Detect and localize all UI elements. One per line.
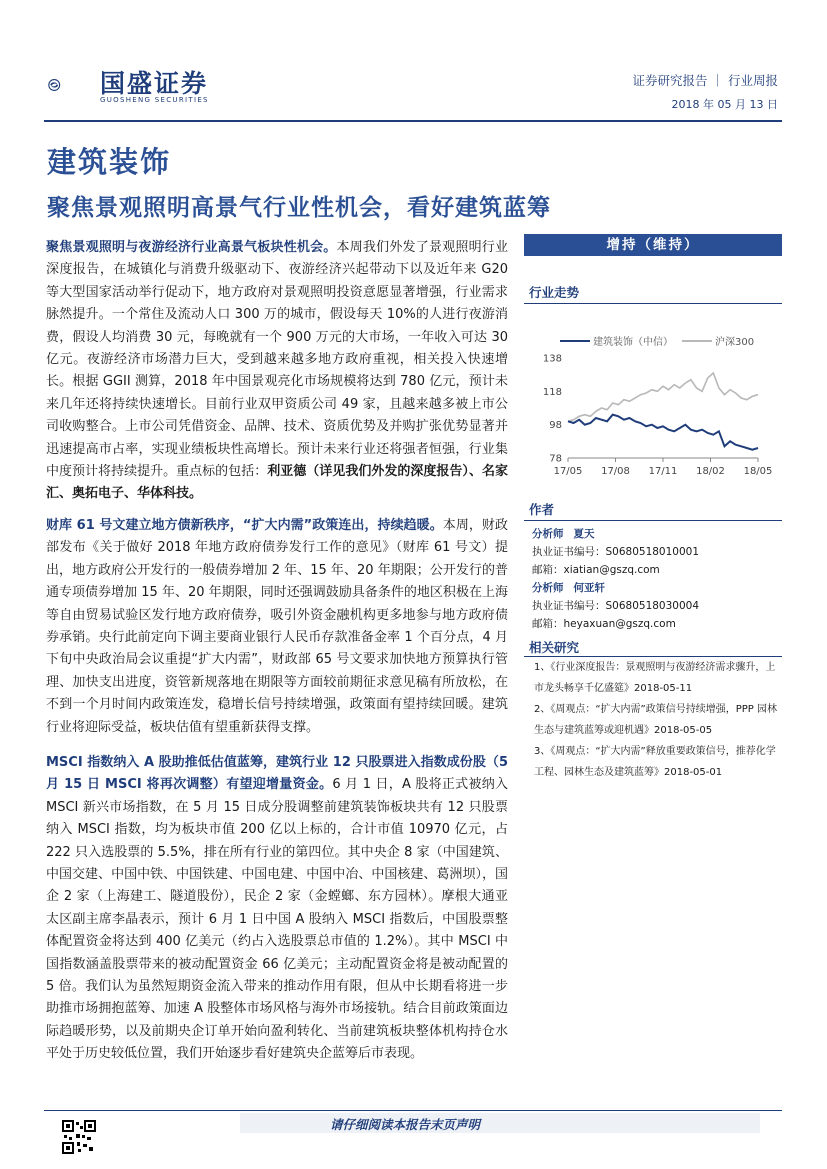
- disclaimer-text: 请仔细阅读本报告末页声明: [330, 1117, 481, 1132]
- industry-title: 建筑装饰: [47, 145, 172, 179]
- author-role: 分析师: [532, 528, 564, 540]
- series-line-sector: [568, 415, 758, 450]
- trend-divider: [524, 303, 782, 304]
- logo-text: 国盛证券: [100, 69, 209, 98]
- guosheng-logo-icon: [48, 62, 94, 108]
- y-tick-label: 98: [549, 420, 562, 432]
- related-item[interactable]: 2、《周观点：“扩大内需”政策信号持续增强，PPP 园林生态与建筑蓝筹或迎机遇》2018-05-05: [534, 704, 777, 736]
- paragraph-tail: 利亚德（详见我们外发的深度报告）、名家汇、奥拓电子、华体科技。: [46, 464, 508, 502]
- legend-sector-label: 建筑装饰（中信）: [593, 337, 673, 348]
- related-item[interactable]: 1、《行业深度报告：景观照明与夜游经济需求骤升，上市龙头畅享千亿盛筵》2018-05-11: [534, 662, 776, 694]
- x-tick-label: 17/11: [648, 466, 678, 477]
- paragraph-body: 本周我们外发了景观照明行业深度报告，在城镇化与消费升级驱动下、夜游经济兴起带动下以及近年来 G20 等大型国家活动举行促动下，地方政府对景观照明投资意愿显著增强，行业需求脉然提升。一个常住及流动人口 300 万的城市，假设每天 10%的人进行夜游消费，假设人均消费 30 元，每晚就有一个 900 万元的大市场，一年收入可达 30 亿元。夜游经济市场潜力巨大，受到越来越多地方政府重视，相关投入快速增长。根据 GGII 测算，2018 年中国景观亮化市场规模将达到 780 亿元，预计未来几年还将持续快速增长。目前行业双甲资质公司 49 家，且越来越多被上市公司收购整合。上市公司凭借资金、品牌、技术、资质优势及并购扩张优势显著并迅速提高市占率，实现业绩板块性高增长。预计未来行业还将强者恒强，行业集中度预计将持续提升。重点标的包括：: [46, 240, 508, 480]
- paragraph-body: 6 月 1 日，A 股将正式被纳入 MSCI 新兴市场指数，在 5 月 15 日成分股调整前建筑装饰板块共有 12 只股票纳入 MSCI 指数，均为板块市值 200 亿以上标的，合计市值 10970 亿元，占 222 只入选股票的 5.5%，排在所有行业的第四位。其中央企 8 家（中国建筑、中国交建、中国中铁、中国铁建、中国电建、中国中冶、中国核建、葛洲坝），国企 2 家（上海建工、隧道股份），民企 2 家（金螳螂、东方园林）。摩根大通亚太区副主席李晶表示，预计 6 月 1 日中国 A 股纳入 MSCI 指数后，中国股票整体配置资金将达到 400 亿美元（约占入选股票总市值的 1.2%）。其中 MSCI 中国指数涵盖股票带来的被动配置资金 66 亿美元；主动配置资金将是被动配置的 5 倍。我们认为虽然短期资金流入带来的推动作用有限，但从中长期看将进一步助推市场拥抱蓝筹、加速 A 股整体市场风格与海外市场接轨。结合目前政策面边际趋暖形势，以及前期央企订单开始向盈利转化、当前建筑板块整体机构持仓水平处于历史较低位置，我们开始逐步看好建筑央企蓝筹后市表现。: [46, 777, 508, 1062]
- author-role: 分析师: [532, 582, 564, 594]
- x-tick-label: 18/02: [696, 466, 725, 477]
- author-cert: 执业证书编号：S0680518030004: [532, 600, 700, 612]
- author-email[interactable]: 邮箱：heyaxuan@gszq.com: [532, 618, 676, 630]
- footer-divider: [44, 1110, 782, 1111]
- trend-chart: [530, 328, 780, 490]
- paragraph-body: 本周，财政部发布《关于做好 2018 年地方政府债券发行工作的意见》（财库 61 号文）提出，地方政府公开发行的一般债券增加 2 年、15 年、20 年期限；公开发行的普通专项债券增加 15 年、20 年期限，同时还强调鼓励具备条件的地区积极在上海等自由贸易试验区发行地方政府债券，吸引外资金融机构更多地参与地方政府债券承销。央行此前定向下调主要商业银行人民币存款准备金率 1 个百分点，4 月下旬中央政治局会议重提“扩大内需”，财政部 65 号文要求加快地方预算执行管理、加快支出进度，资管新规落地在期限等方面较前期征求意见稿有所放松，在不到一个月时间内政策连发，稳增长信号持续增强，政策面有望持续回暖。建筑行业将迎际受益，板块估值有望重新获得支撑。: [46, 518, 508, 735]
- author-cert: 执业证书编号：S0680518010001: [532, 546, 700, 558]
- author-name: 何亚轩: [573, 582, 606, 594]
- author-2: [532, 579, 699, 633]
- paragraph-lead: 财库 61 号文建立地方债新秩序，“扩大内需”政策连出，持续趋暖。: [46, 518, 443, 533]
- report-headline: 聚焦景观照明高景气行业性机会，看好建筑蓝筹: [47, 194, 551, 221]
- legend-index-label: 沪深300: [715, 337, 755, 348]
- logo-subtext: GUOSHENG SECURITIES: [100, 96, 209, 104]
- x-tick-label: 17/08: [601, 466, 630, 477]
- y-tick-label: 78: [549, 453, 562, 465]
- paragraph-1: [46, 237, 508, 506]
- author-name: 夏天: [573, 528, 595, 540]
- related-item[interactable]: 3、《周观点：“扩大内需”释放重要政策信号，推荐化学工程、园林生态及建筑蓝筹》2018-05-01: [534, 746, 776, 778]
- qr-code-icon: [62, 1120, 96, 1154]
- disclaimer-bar: [240, 1113, 760, 1133]
- header-divider: [44, 120, 782, 122]
- author-1: [532, 525, 699, 579]
- report-date: 2018 年 05 月 13 日: [671, 98, 778, 111]
- paragraph-3: [46, 752, 508, 1066]
- y-tick-label: 138: [542, 353, 562, 365]
- rating-badge: 增持（维持）: [524, 234, 782, 256]
- author-email[interactable]: 邮箱：xiatian@gszq.com: [532, 564, 660, 576]
- series-line-index: [568, 373, 758, 421]
- x-tick-label: 17/05: [553, 466, 583, 477]
- authors-title: 作者: [529, 502, 555, 517]
- paragraph-lead: 聚焦景观照明与夜游经济行业高景气板块性机会。: [46, 240, 337, 255]
- paragraph-2: [46, 515, 508, 739]
- authors-divider: [524, 520, 782, 521]
- trend-title: 行业走势: [529, 285, 580, 300]
- y-tick-label: 118: [542, 386, 562, 398]
- paragraph-lead: MSCI 指数纳入 A 股助推低估值蓝筹，建筑行业 12 只股票进入指数成份股（5 月 15 日 MSCI 将再次调整）有望迎增量资金。: [46, 755, 508, 793]
- related-list: [534, 657, 782, 783]
- x-tick-label: 18/05: [743, 466, 773, 477]
- related-title: 相关研究: [529, 640, 580, 655]
- report-type: 证券研究报告 ｜ 行业周报: [632, 73, 778, 88]
